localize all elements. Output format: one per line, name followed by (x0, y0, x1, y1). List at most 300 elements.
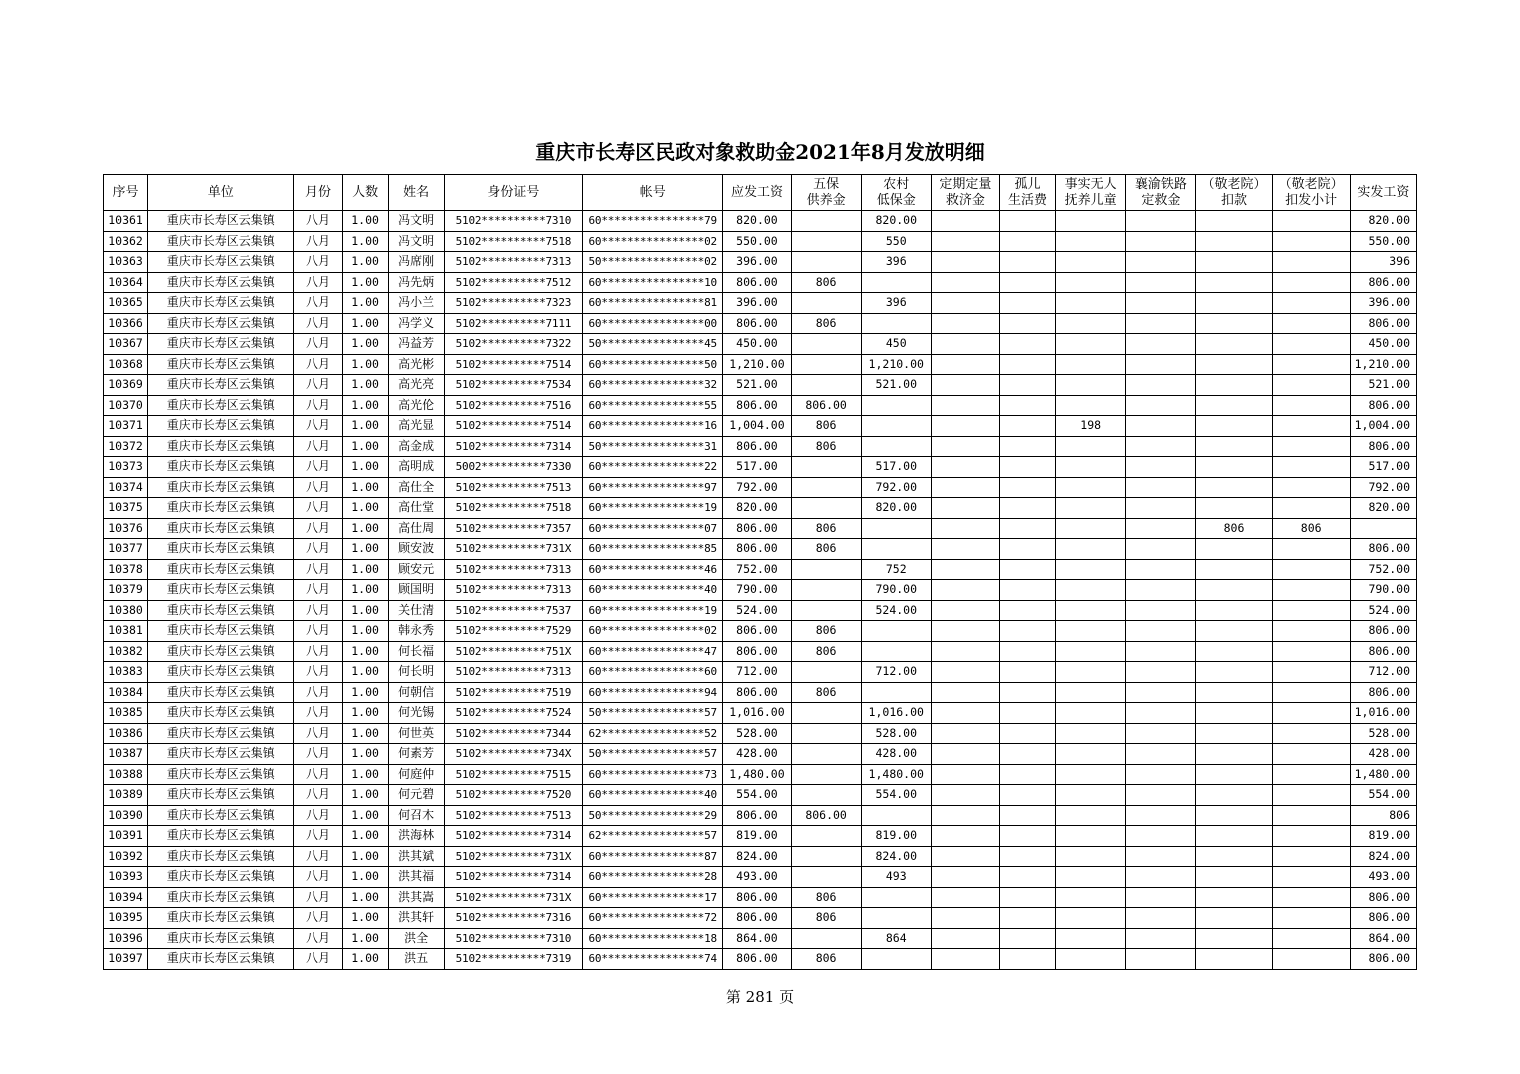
month-cell: 八月 (294, 375, 342, 396)
unattended-child-cell (1056, 272, 1126, 293)
orphan-cell (999, 272, 1055, 293)
account-cell: 60****************10 (583, 272, 723, 293)
wubao-cell: 806.00 (791, 395, 861, 416)
net-pay-cell: 806.00 (1350, 436, 1416, 457)
unattended-child-cell (1056, 928, 1126, 949)
net-pay-cell: 819.00 (1350, 826, 1416, 847)
table-row (104, 498, 1417, 519)
rural-dibao-cell: 428.00 (861, 744, 931, 765)
seq-cell: 10378 (104, 559, 148, 580)
month-cell: 八月 (294, 928, 342, 949)
nursing-deduction-cell (1196, 334, 1272, 355)
orphan-cell (999, 559, 1055, 580)
name-cell: 何朝信 (388, 682, 444, 703)
id-number-cell: 5102**********7313 (444, 559, 582, 580)
id-number-cell: 5102**********7313 (444, 662, 582, 683)
rural-dibao-cell: 1,016.00 (861, 703, 931, 724)
col-nursing-deduction-header: （敬老院） 扣款 (1196, 175, 1272, 211)
xiangyu-rail-cell (1126, 908, 1196, 929)
col-count-header: 人数 (342, 175, 388, 211)
count-cell: 1.00 (342, 334, 388, 355)
nursing-deduction-cell (1196, 293, 1272, 314)
orphan-cell (999, 908, 1055, 929)
nursing-deduction-cell (1196, 498, 1272, 519)
count-cell: 1.00 (342, 477, 388, 498)
nursing-deduction-cell (1196, 211, 1272, 232)
wubao-cell: 806 (791, 949, 861, 970)
nursing-subtotal-cell (1272, 395, 1350, 416)
unit-cell: 重庆市长寿区云集镇 (148, 928, 294, 949)
wubao-cell (791, 785, 861, 806)
orphan-cell (999, 252, 1055, 273)
rural-dibao-cell (861, 395, 931, 416)
orphan-cell (999, 949, 1055, 970)
id-number-cell: 5102**********7313 (444, 252, 582, 273)
id-number-cell: 5102**********731X (444, 539, 582, 560)
name-cell: 何长福 (388, 641, 444, 662)
unattended-child-cell (1056, 949, 1126, 970)
regular-relief-cell (931, 908, 999, 929)
rural-dibao-cell (861, 908, 931, 929)
table-row (104, 477, 1417, 498)
xiangyu-rail-cell (1126, 375, 1196, 396)
name-cell: 冯益芳 (388, 334, 444, 355)
month-cell: 八月 (294, 641, 342, 662)
net-pay-cell: 806.00 (1350, 621, 1416, 642)
count-cell: 1.00 (342, 354, 388, 375)
nursing-deduction-cell (1196, 313, 1272, 334)
name-cell: 何召木 (388, 805, 444, 826)
rural-dibao-cell (861, 313, 931, 334)
rural-dibao-cell (861, 518, 931, 539)
account-cell: 60****************47 (583, 641, 723, 662)
nursing-subtotal-cell (1272, 293, 1350, 314)
name-cell: 何庭仲 (388, 764, 444, 785)
table-row (104, 354, 1417, 375)
table-row (104, 928, 1417, 949)
regular-relief-cell (931, 293, 999, 314)
nursing-deduction-cell (1196, 764, 1272, 785)
id-number-cell: 5102**********7524 (444, 703, 582, 724)
net-pay-cell: 820.00 (1350, 498, 1416, 519)
month-cell: 八月 (294, 908, 342, 929)
wubao-cell (791, 928, 861, 949)
gross-pay-cell: 790.00 (723, 580, 791, 601)
wubao-cell: 806 (791, 272, 861, 293)
table-row (104, 518, 1417, 539)
nursing-deduction-cell (1196, 887, 1272, 908)
account-cell: 60****************19 (583, 600, 723, 621)
net-pay-cell: 806.00 (1350, 887, 1416, 908)
rural-dibao-cell: 521.00 (861, 375, 931, 396)
month-cell: 八月 (294, 477, 342, 498)
nursing-subtotal-cell (1272, 375, 1350, 396)
rural-dibao-cell: 1,480.00 (861, 764, 931, 785)
wubao-cell (791, 826, 861, 847)
net-pay-cell: 428.00 (1350, 744, 1416, 765)
regular-relief-cell (931, 498, 999, 519)
count-cell: 1.00 (342, 928, 388, 949)
gross-pay-cell: 1,016.00 (723, 703, 791, 724)
orphan-cell (999, 785, 1055, 806)
unattended-child-cell (1056, 744, 1126, 765)
nursing-subtotal-cell (1272, 416, 1350, 437)
nursing-deduction-cell (1196, 662, 1272, 683)
unit-cell: 重庆市长寿区云集镇 (148, 518, 294, 539)
gross-pay-cell: 806.00 (723, 395, 791, 416)
id-number-cell: 5102**********7310 (444, 928, 582, 949)
account-cell: 60****************79 (583, 211, 723, 232)
xiangyu-rail-cell (1126, 231, 1196, 252)
month-cell: 八月 (294, 764, 342, 785)
gross-pay-cell: 712.00 (723, 662, 791, 683)
nursing-subtotal-cell (1272, 436, 1350, 457)
nursing-deduction-cell (1196, 641, 1272, 662)
name-cell: 何素芳 (388, 744, 444, 765)
name-cell: 冯文明 (388, 231, 444, 252)
regular-relief-cell (931, 867, 999, 888)
count-cell: 1.00 (342, 436, 388, 457)
account-cell: 60****************17 (583, 887, 723, 908)
orphan-cell (999, 211, 1055, 232)
net-pay-cell: 528.00 (1350, 723, 1416, 744)
col-id-number-header: 身份证号 (444, 175, 582, 211)
gross-pay-cell: 864.00 (723, 928, 791, 949)
rural-dibao-cell: 554.00 (861, 785, 931, 806)
regular-relief-cell (931, 928, 999, 949)
unattended-child-cell (1056, 539, 1126, 560)
unattended-child-cell (1056, 498, 1126, 519)
seq-cell: 10385 (104, 703, 148, 724)
name-cell: 冯小兰 (388, 293, 444, 314)
wubao-cell (791, 498, 861, 519)
name-cell: 洪全 (388, 928, 444, 949)
xiangyu-rail-cell (1126, 887, 1196, 908)
gross-pay-cell: 521.00 (723, 375, 791, 396)
xiangyu-rail-cell (1126, 600, 1196, 621)
count-cell: 1.00 (342, 682, 388, 703)
regular-relief-cell (931, 211, 999, 232)
xiangyu-rail-cell (1126, 641, 1196, 662)
id-number-cell: 5102**********7520 (444, 785, 582, 806)
name-cell: 冯席刚 (388, 252, 444, 273)
nursing-deduction-cell (1196, 846, 1272, 867)
unattended-child-cell (1056, 231, 1126, 252)
account-cell: 62****************57 (583, 826, 723, 847)
id-number-cell: 5102**********7314 (444, 867, 582, 888)
nursing-subtotal-cell (1272, 867, 1350, 888)
month-cell: 八月 (294, 211, 342, 232)
regular-relief-cell (931, 949, 999, 970)
unit-cell: 重庆市长寿区云集镇 (148, 211, 294, 232)
regular-relief-cell (931, 887, 999, 908)
id-number-cell: 5102**********7344 (444, 723, 582, 744)
month-cell: 八月 (294, 785, 342, 806)
unattended-child-cell (1056, 621, 1126, 642)
col-unit-header: 单位 (148, 175, 294, 211)
xiangyu-rail-cell (1126, 662, 1196, 683)
id-number-cell: 5102**********7534 (444, 375, 582, 396)
xiangyu-rail-cell (1126, 457, 1196, 478)
wubao-cell (791, 375, 861, 396)
rural-dibao-cell: 792.00 (861, 477, 931, 498)
seq-cell: 10374 (104, 477, 148, 498)
nursing-subtotal-cell (1272, 231, 1350, 252)
regular-relief-cell (931, 826, 999, 847)
xiangyu-rail-cell (1126, 518, 1196, 539)
wubao-cell (791, 334, 861, 355)
wubao-cell: 806 (791, 416, 861, 437)
count-cell: 1.00 (342, 395, 388, 416)
account-cell: 50****************29 (583, 805, 723, 826)
id-number-cell: 5102**********7516 (444, 395, 582, 416)
month-cell: 八月 (294, 272, 342, 293)
net-pay-cell: 396.00 (1350, 293, 1416, 314)
month-cell: 八月 (294, 703, 342, 724)
gross-pay-cell: 806.00 (723, 272, 791, 293)
account-cell: 60****************73 (583, 764, 723, 785)
orphan-cell (999, 293, 1055, 314)
id-number-cell: 5102**********7512 (444, 272, 582, 293)
rural-dibao-cell: 752 (861, 559, 931, 580)
unattended-child-cell (1056, 354, 1126, 375)
regular-relief-cell (931, 375, 999, 396)
rural-dibao-cell (861, 621, 931, 642)
id-number-cell: 5102**********7515 (444, 764, 582, 785)
month-cell: 八月 (294, 826, 342, 847)
account-cell: 60****************55 (583, 395, 723, 416)
regular-relief-cell (931, 703, 999, 724)
wubao-cell: 806 (791, 539, 861, 560)
regular-relief-cell (931, 416, 999, 437)
count-cell: 1.00 (342, 662, 388, 683)
unit-cell: 重庆市长寿区云集镇 (148, 805, 294, 826)
name-cell: 冯文明 (388, 211, 444, 232)
gross-pay-cell: 806.00 (723, 682, 791, 703)
table-row (104, 395, 1417, 416)
col-regular-relief-header: 定期定量 救济金 (931, 175, 999, 211)
id-number-cell: 5102**********7314 (444, 436, 582, 457)
table-row (104, 580, 1417, 601)
table-row (104, 539, 1417, 560)
orphan-cell (999, 682, 1055, 703)
orphan-cell (999, 580, 1055, 601)
unit-cell: 重庆市长寿区云集镇 (148, 641, 294, 662)
nursing-deduction-cell (1196, 580, 1272, 601)
name-cell: 洪海林 (388, 826, 444, 847)
orphan-cell (999, 416, 1055, 437)
orphan-cell (999, 846, 1055, 867)
seq-cell: 10373 (104, 457, 148, 478)
count-cell: 1.00 (342, 703, 388, 724)
orphan-cell (999, 539, 1055, 560)
unattended-child-cell (1056, 867, 1126, 888)
unattended-child-cell (1056, 682, 1126, 703)
wubao-cell (791, 293, 861, 314)
nursing-deduction-cell (1196, 949, 1272, 970)
unit-cell: 重庆市长寿区云集镇 (148, 580, 294, 601)
unit-cell: 重庆市长寿区云集镇 (148, 867, 294, 888)
gross-pay-cell: 806.00 (723, 313, 791, 334)
id-number-cell: 5102**********7314 (444, 826, 582, 847)
rural-dibao-cell: 450 (861, 334, 931, 355)
nursing-subtotal-cell (1272, 498, 1350, 519)
seq-cell: 10386 (104, 723, 148, 744)
net-pay-cell: 806.00 (1350, 272, 1416, 293)
seq-cell: 10390 (104, 805, 148, 826)
table-row (104, 949, 1417, 970)
wubao-cell: 806 (791, 436, 861, 457)
gross-pay-cell: 396.00 (723, 293, 791, 314)
rural-dibao-cell (861, 416, 931, 437)
nursing-deduction-cell: 806 (1196, 518, 1272, 539)
net-pay-cell: 806.00 (1350, 313, 1416, 334)
gross-pay-cell: 396.00 (723, 252, 791, 273)
regular-relief-cell (931, 785, 999, 806)
nursing-deduction-cell (1196, 703, 1272, 724)
regular-relief-cell (931, 436, 999, 457)
unattended-child-cell (1056, 375, 1126, 396)
col-xiangyu-rail-header: 襄渝铁路 定救金 (1126, 175, 1196, 211)
id-number-cell: 5102**********7357 (444, 518, 582, 539)
table-row (104, 293, 1417, 314)
net-pay-cell: 806.00 (1350, 539, 1416, 560)
gross-pay-cell: 1,480.00 (723, 764, 791, 785)
gross-pay-cell: 824.00 (723, 846, 791, 867)
name-cell: 顾安波 (388, 539, 444, 560)
unattended-child-cell (1056, 703, 1126, 724)
count-cell: 1.00 (342, 744, 388, 765)
orphan-cell (999, 703, 1055, 724)
gross-pay-cell: 1,004.00 (723, 416, 791, 437)
unit-cell: 重庆市长寿区云集镇 (148, 785, 294, 806)
unit-cell: 重庆市长寿区云集镇 (148, 313, 294, 334)
nursing-subtotal-cell (1272, 539, 1350, 560)
id-number-cell: 5102**********751X (444, 641, 582, 662)
month-cell: 八月 (294, 867, 342, 888)
page-number: 第 281 页 (725, 988, 795, 1006)
unit-cell: 重庆市长寿区云集镇 (148, 600, 294, 621)
xiangyu-rail-cell (1126, 313, 1196, 334)
name-cell: 洪其斌 (388, 846, 444, 867)
orphan-cell (999, 662, 1055, 683)
seq-cell: 10383 (104, 662, 148, 683)
orphan-cell (999, 805, 1055, 826)
seq-cell: 10377 (104, 539, 148, 560)
seq-cell: 10380 (104, 600, 148, 621)
net-pay-cell: 806 (1350, 805, 1416, 826)
count-cell: 1.00 (342, 416, 388, 437)
name-cell: 高光显 (388, 416, 444, 437)
unattended-child-cell (1056, 785, 1126, 806)
name-cell: 高金成 (388, 436, 444, 457)
orphan-cell (999, 457, 1055, 478)
name-cell: 何元碧 (388, 785, 444, 806)
gross-pay-cell: 493.00 (723, 867, 791, 888)
xiangyu-rail-cell (1126, 928, 1196, 949)
unit-cell: 重庆市长寿区云集镇 (148, 723, 294, 744)
orphan-cell (999, 867, 1055, 888)
unit-cell: 重庆市长寿区云集镇 (148, 908, 294, 929)
unit-cell: 重庆市长寿区云集镇 (148, 375, 294, 396)
nursing-subtotal-cell (1272, 744, 1350, 765)
count-cell: 1.00 (342, 949, 388, 970)
unit-cell: 重庆市长寿区云集镇 (148, 682, 294, 703)
seq-cell: 10368 (104, 354, 148, 375)
rural-dibao-cell: 396 (861, 293, 931, 314)
gross-pay-cell: 428.00 (723, 744, 791, 765)
table-row (104, 272, 1417, 293)
unit-cell: 重庆市长寿区云集镇 (148, 887, 294, 908)
net-pay-cell: 1,016.00 (1350, 703, 1416, 724)
regular-relief-cell (931, 805, 999, 826)
account-cell: 50****************02 (583, 252, 723, 273)
name-cell: 洪其福 (388, 867, 444, 888)
orphan-cell (999, 518, 1055, 539)
name-cell: 何光锡 (388, 703, 444, 724)
rural-dibao-cell: 528.00 (861, 723, 931, 744)
xiangyu-rail-cell (1126, 826, 1196, 847)
unit-cell: 重庆市长寿区云集镇 (148, 744, 294, 765)
wubao-cell (791, 703, 861, 724)
unattended-child-cell (1056, 395, 1126, 416)
unit-cell: 重庆市长寿区云集镇 (148, 826, 294, 847)
table-row (104, 867, 1417, 888)
month-cell: 八月 (294, 600, 342, 621)
wubao-cell: 806 (791, 313, 861, 334)
xiangyu-rail-cell (1126, 436, 1196, 457)
table-row (104, 416, 1417, 437)
nursing-deduction-cell (1196, 600, 1272, 621)
rural-dibao-cell: 493 (861, 867, 931, 888)
nursing-deduction-cell (1196, 867, 1272, 888)
rural-dibao-cell (861, 272, 931, 293)
net-pay-cell: 806.00 (1350, 682, 1416, 703)
regular-relief-cell (931, 662, 999, 683)
seq-cell: 10366 (104, 313, 148, 334)
rural-dibao-cell: 820.00 (861, 498, 931, 519)
regular-relief-cell (931, 764, 999, 785)
count-cell: 1.00 (342, 313, 388, 334)
id-number-cell: 5102**********7514 (444, 416, 582, 437)
regular-relief-cell (931, 334, 999, 355)
unit-cell: 重庆市长寿区云集镇 (148, 272, 294, 293)
month-cell: 八月 (294, 887, 342, 908)
unattended-child-cell (1056, 211, 1126, 232)
rural-dibao-cell: 712.00 (861, 662, 931, 683)
unattended-child-cell (1056, 252, 1126, 273)
regular-relief-cell (931, 846, 999, 867)
rural-dibao-cell: 524.00 (861, 600, 931, 621)
net-pay-cell: 524.00 (1350, 600, 1416, 621)
gross-pay-cell: 820.00 (723, 211, 791, 232)
gross-pay-cell: 819.00 (723, 826, 791, 847)
name-cell: 何世英 (388, 723, 444, 744)
col-orphan-header: 孤儿 生活费 (999, 175, 1055, 211)
nursing-subtotal-cell (1272, 641, 1350, 662)
month-cell: 八月 (294, 723, 342, 744)
name-cell: 顾安元 (388, 559, 444, 580)
net-pay-cell: 806.00 (1350, 908, 1416, 929)
gross-pay-cell: 806.00 (723, 908, 791, 929)
rural-dibao-cell (861, 539, 931, 560)
gross-pay-cell: 806.00 (723, 949, 791, 970)
col-wubao-header: 五保 供养金 (791, 175, 861, 211)
id-number-cell: 5102**********731X (444, 887, 582, 908)
seq-cell: 10365 (104, 293, 148, 314)
nursing-deduction-cell (1196, 928, 1272, 949)
month-cell: 八月 (294, 662, 342, 683)
